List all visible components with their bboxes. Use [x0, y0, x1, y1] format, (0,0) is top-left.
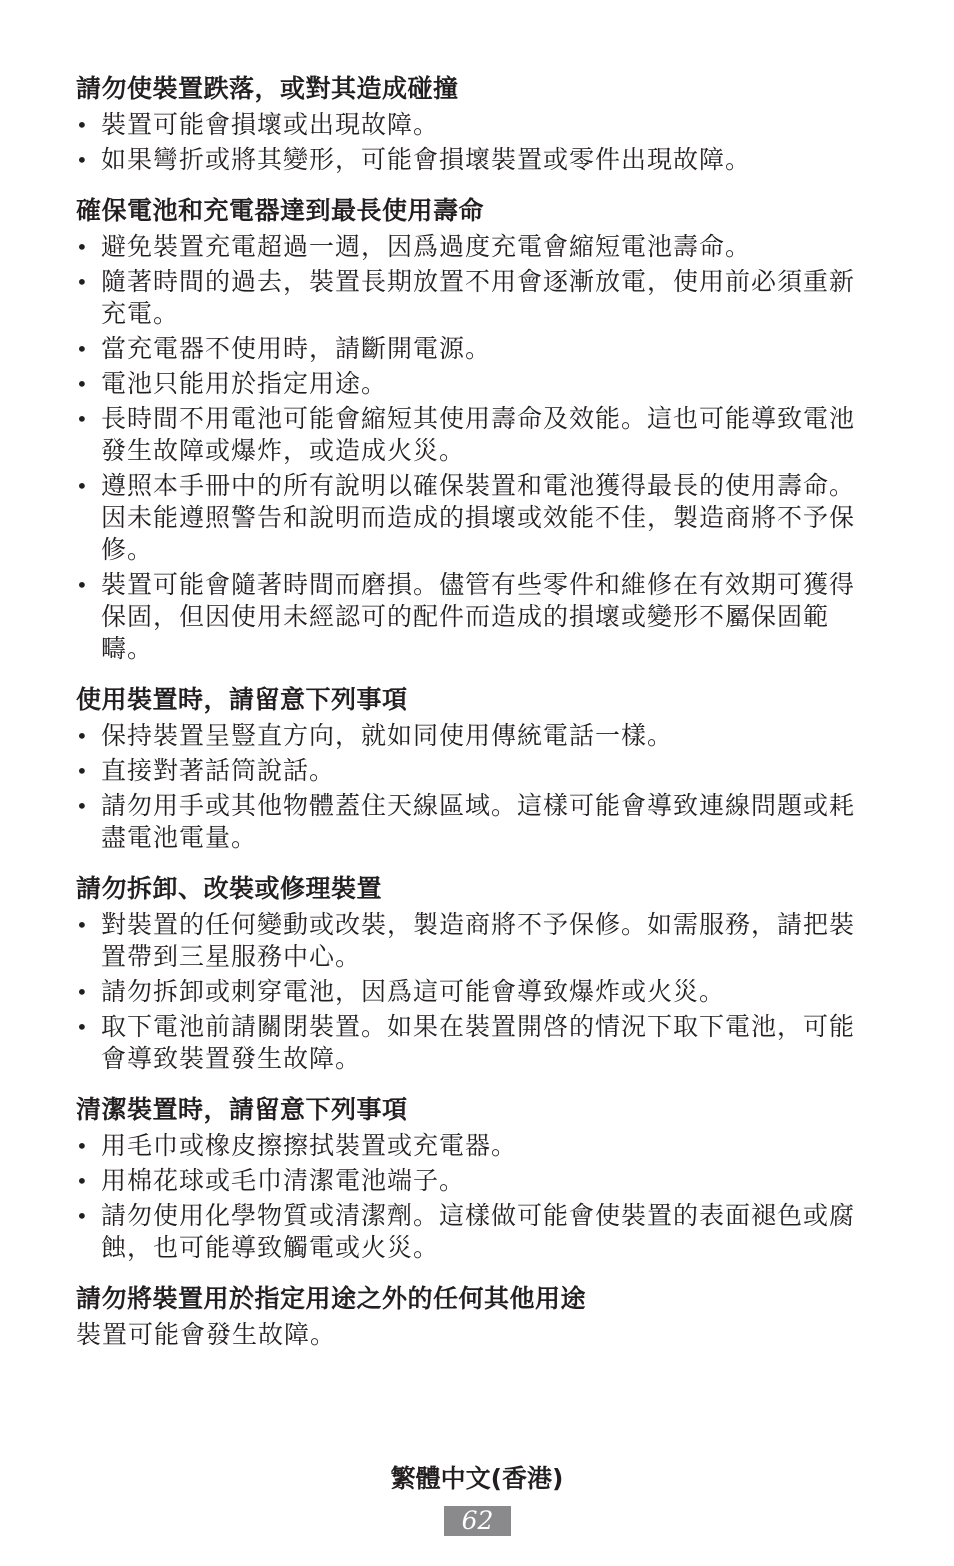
page-number: 62 [444, 1506, 511, 1536]
bullet-list [76, 109, 876, 176]
list-item-text: 長時間不用電池可能會縮短其使用壽命及效能。這也可能導致電池發生故障或爆炸，或造成火災。 [101, 404, 856, 465]
section-heading: 請勿將裝置用於指定用途之外的任何其他用途 [76, 1284, 587, 1313]
footer-language-label: 繁體中文(香港) [390, 1464, 564, 1493]
list-item [76, 1165, 876, 1197]
list-item [76, 109, 876, 141]
list-item [76, 755, 876, 787]
bullet-icon: • [76, 794, 89, 818]
list-item-text: 當充電器不使用時，請斷開電源。 [101, 334, 492, 363]
list-item-text: 保持裝置呈豎直方向，就如同使用傳統電話一樣。 [101, 721, 674, 750]
section-paragraph: 裝置可能會發生故障。 [76, 1320, 337, 1349]
list-item-text: 電池只能用於指定用途。 [101, 369, 388, 398]
bullet-icon: • [76, 1204, 89, 1228]
list-item [76, 569, 876, 665]
section-heading: 確保電池和充電器達到最長使用壽命 [76, 196, 485, 225]
section-drop-warning [76, 72, 876, 176]
section-battery-life [76, 194, 876, 665]
list-item-text: 取下電池前請關閉裝置。如果在裝置開啓的情況下取下電池，可能會導致裝置發生故障。 [101, 1012, 856, 1073]
list-item-text: 遵照本手冊中的所有說明以確保裝置和電池獲得最長的使用壽命。因未能遵照警告和說明而造成的損壞或效能不佳，製造商將不予保修。 [101, 471, 856, 564]
list-item [76, 909, 876, 973]
list-item-text: 用棉花球或毛巾清潔電池端子。 [101, 1166, 466, 1195]
list-item [76, 470, 876, 566]
bullet-list [76, 231, 876, 665]
list-item [76, 790, 876, 854]
list-item-text: 直接對著話筒說話。 [101, 756, 336, 785]
section-cleaning [76, 1093, 876, 1264]
bullet-icon: • [76, 113, 89, 137]
bullet-list [76, 909, 876, 1075]
bullet-icon: • [76, 980, 89, 1004]
list-item [76, 720, 876, 752]
bullet-icon: • [76, 270, 89, 294]
bullet-icon: • [76, 913, 89, 937]
section-heading: 請勿使裝置跌落，或對其造成碰撞 [76, 74, 459, 103]
bullet-icon: • [76, 724, 89, 748]
section-heading: 清潔裝置時，請留意下列事項 [76, 1095, 408, 1124]
bullet-icon: • [76, 1134, 89, 1158]
bullet-icon: • [76, 407, 89, 431]
list-item-text: 對裝置的任何變動或改裝，製造商將不予保修。如需服務，請把裝置帶到三星服務中心。 [101, 910, 856, 971]
bullet-list [76, 1130, 876, 1264]
bullet-icon: • [76, 148, 89, 172]
list-item [76, 144, 876, 176]
list-item-text: 隨著時間的過去，裝置長期放置不用會逐漸放電，使用前必須重新充電。 [101, 267, 856, 328]
list-item [76, 1200, 876, 1264]
bullet-icon: • [76, 1169, 89, 1193]
list-item [76, 403, 876, 467]
section-usage-notes [76, 683, 876, 854]
list-item [76, 1130, 876, 1162]
list-item-text: 裝置可能會損壞或出現故障。 [101, 110, 440, 139]
section-no-disassembly [76, 872, 876, 1075]
list-item-text: 如果彎折或將其變形，可能會損壞裝置或零件出現故障。 [101, 145, 752, 174]
bullet-icon: • [76, 474, 89, 498]
list-item-text: 避免裝置充電超過一週，因爲過度充電會縮短電池壽命。 [101, 232, 752, 261]
section-intended-use [76, 1282, 876, 1351]
bullet-icon: • [76, 372, 89, 396]
list-item [76, 333, 876, 365]
list-item [76, 976, 876, 1008]
document-body [76, 72, 876, 1369]
bullet-icon: • [76, 1015, 89, 1039]
bullet-icon: • [76, 759, 89, 783]
list-item-text: 用毛巾或橡皮擦擦拭裝置或充電器。 [101, 1131, 518, 1160]
list-item [76, 368, 876, 400]
bullet-icon: • [76, 337, 89, 361]
list-item-text: 請勿拆卸或刺穿電池，因爲這可能會導致爆炸或火災。 [101, 977, 726, 1006]
list-item [76, 266, 876, 330]
list-item [76, 1011, 876, 1075]
bullet-list [76, 720, 876, 854]
section-heading: 使用裝置時，請留意下列事項 [76, 685, 408, 714]
list-item-text: 裝置可能會隨著時間而磨損。儘管有些零件和維修在有效期可獲得保固，但因使用未經認可的配件而造成的損壞或變形不屬保固範疇。 [101, 570, 856, 663]
list-item-text: 請勿用手或其他物體蓋住天線區域。這樣可能會導致連線問題或耗盡電池電量。 [101, 791, 856, 852]
list-item [76, 231, 876, 263]
list-item-text: 請勿使用化學物質或清潔劑。這樣做可能會使裝置的表面褪色或腐蝕，也可能導致觸電或火災。 [101, 1201, 856, 1262]
bullet-icon: • [76, 235, 89, 259]
bullet-icon: • [76, 573, 89, 597]
section-heading: 請勿拆卸、改裝或修理裝置 [76, 874, 383, 903]
